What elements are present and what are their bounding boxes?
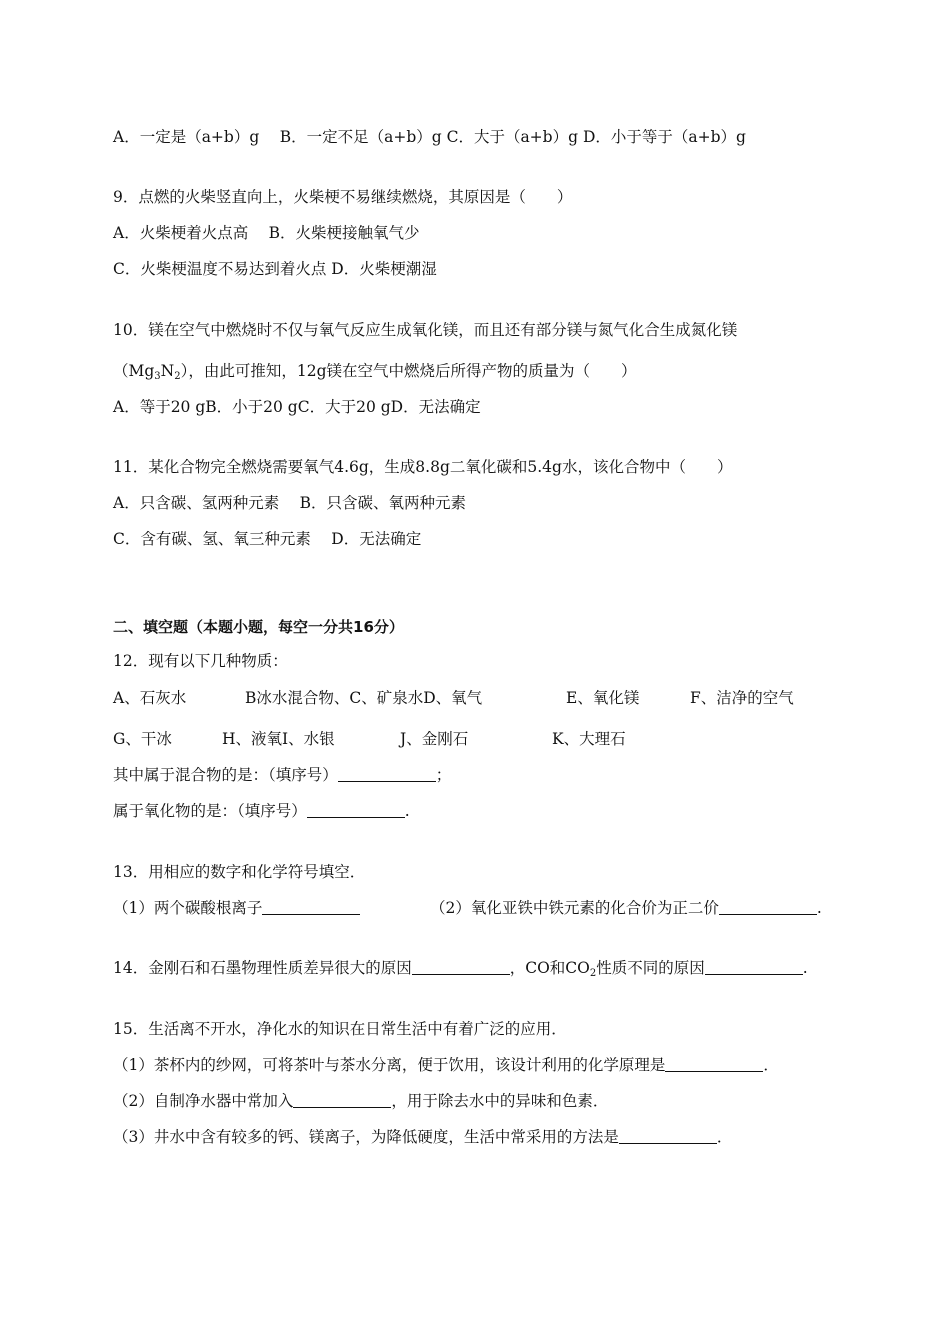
q12-oxide-line: 属于氧化物的是：（填序号） . <box>113 802 410 820</box>
q10-options: A．等于20 gB．小于20 gC．大于20 gD．无法确定 <box>113 398 481 416</box>
q12-item: A、石灰水 <box>113 689 187 707</box>
q13-part1: （1）两个碳酸根离子 <box>113 898 360 918</box>
q12-mixture-line: 其中属于混合物的是：（填序号） ； <box>113 766 452 784</box>
q12-item: G、干冰 <box>113 730 172 748</box>
section-heading: 二、填空题（本题小题，每空一分共16分） <box>113 618 404 636</box>
answer-blank[interactable] <box>293 1092 391 1108</box>
q9-stem: 9．点燃的火柴竖直向上，火柴梗不易继续燃烧，其原因是（ ） <box>113 188 573 206</box>
answer-blank[interactable] <box>412 959 510 975</box>
q8-options: A．一定是（a+b）g B．一定不足（a+b）g C．大于（a+b）g D．小于等于（a+b）g <box>113 128 746 146</box>
q12-item: K、大理石 <box>552 730 626 748</box>
answer-blank[interactable] <box>307 802 405 818</box>
q12-item: H、液氧I、水银 <box>222 730 335 748</box>
q12-item: B冰水混合物、C、矿泉水D、氧气 <box>245 689 483 707</box>
q10-stem-line1: 10．镁在空气中燃烧时不仅与氧气反应生成氧化镁，而且还有部分镁与氮气化合生成氮化镁 <box>113 321 738 339</box>
q12-item: J、金刚石 <box>400 730 469 748</box>
q12-item: E、氧化镁 <box>566 689 640 707</box>
q12-stem: 12．现有以下几种物质： <box>113 652 288 670</box>
q13-stem: 13．用相应的数字和化学符号填空． <box>113 863 366 881</box>
q14-line: 14．金刚石和石墨物理性质差异很大的原因 ，CO和$CO_2$性质不同的原因 . <box>113 959 808 979</box>
q11-options-cd: C．含有碳、氢、氧三种元素 D．无法确定 <box>113 530 422 548</box>
q12-item: F、洁净的空气 <box>690 689 794 707</box>
q15-part2: （2）自制净水器中常加入 ，用于除去水中的异味和色素． <box>113 1092 609 1110</box>
q15-stem: 15．生活离不开水，净化水的知识在日常生活中有着广泛的应用． <box>113 1020 567 1038</box>
q15-part3: （3）井水中含有较多的钙、镁离子，为降低硬度，生活中常采用的方法是 ． <box>113 1128 733 1146</box>
answer-blank[interactable] <box>619 1128 717 1144</box>
q10-stem-line2: $(Mg_3N_2)$，由此可推知，12g镁在空气中燃烧后所得产物的质量为（ ） <box>113 362 637 382</box>
answer-blank[interactable] <box>719 899 817 915</box>
answer-blank[interactable] <box>705 959 803 975</box>
q13-part2: （2）氧化亚铁中铁元素的化合价为正二价 . <box>430 899 822 917</box>
answer-blank[interactable] <box>338 766 436 782</box>
q11-options-ab: A．只含碳、氢两种元素 B．只含碳、氧两种元素 <box>113 494 467 512</box>
answer-blank[interactable] <box>262 899 360 915</box>
q9-options-cd: C．火柴梗温度不易达到着火点 D．火柴梗潮湿 <box>113 260 437 278</box>
q11-stem: 11．某化合物完全燃烧需要氧气4.6g，生成8.8g二氧化碳和5.4g水，该化合物中（ ） <box>113 458 733 476</box>
answer-blank[interactable] <box>665 1056 763 1072</box>
q9-options-ab: A．火柴梗着火点高 B．火柴梗接触氧气少 <box>113 224 420 242</box>
q15-part1: （1）茶杯内的纱网，可将茶叶与茶水分离，便于饮用，该设计利用的化学原理是 ． <box>113 1056 779 1074</box>
